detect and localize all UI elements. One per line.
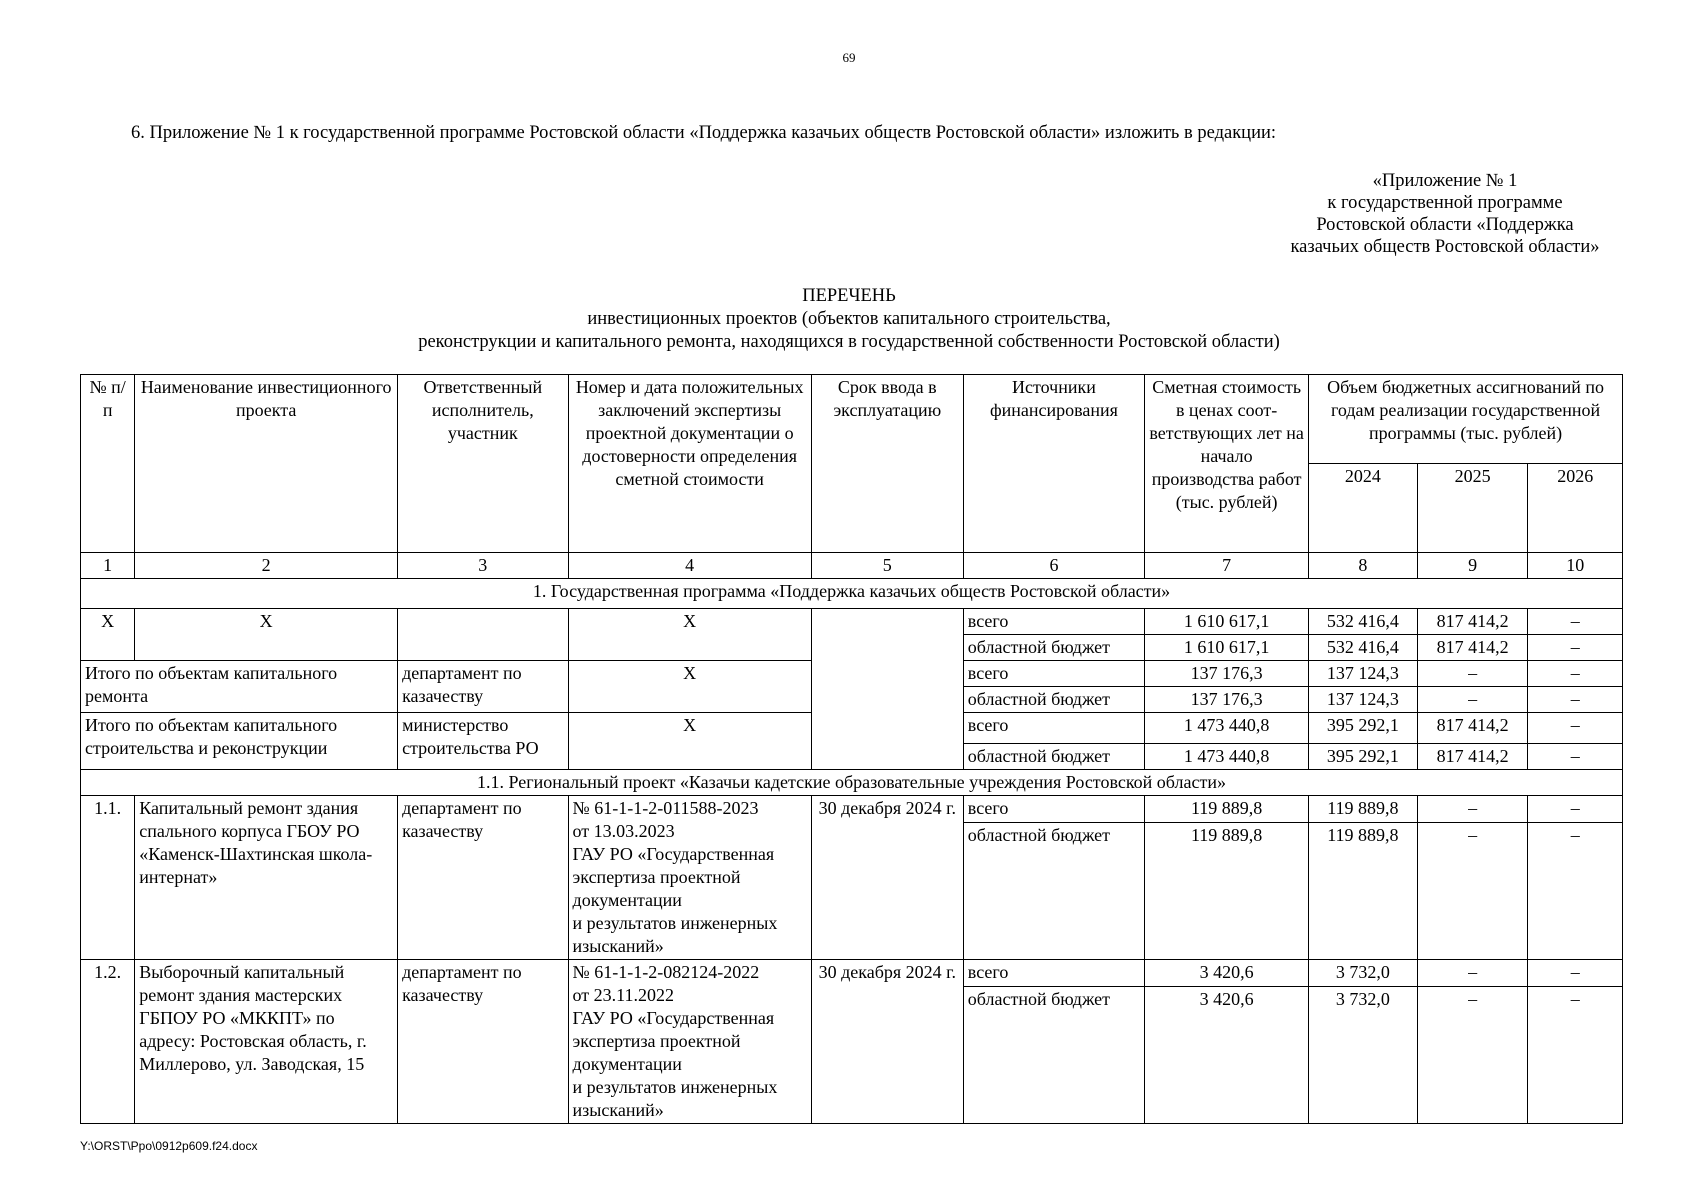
value-2026: – (1528, 987, 1623, 1124)
value-2025: 817 414,2 (1417, 744, 1528, 770)
file-path-footer: Y:\ORST\Ppo\0912p609.f24.docx (80, 1139, 258, 1153)
value-2025: – (1417, 687, 1528, 713)
value-2026: – (1528, 687, 1623, 713)
value-2025: 817 414,2 (1417, 609, 1528, 635)
total-name: Х (135, 609, 398, 661)
value-2024: 532 416,4 (1309, 609, 1418, 635)
header-term: Срок ввода в эксплуатацию (811, 375, 963, 553)
cost-cell: 1 610 617,1 (1145, 609, 1309, 635)
cost-cell: 3 420,6 (1145, 987, 1309, 1124)
header-executor: Ответственный исполнитель, участник (398, 375, 568, 553)
project-expertise (568, 796, 811, 960)
construction-total-name: Итого по объектам капитального строительства и реконструкции (81, 713, 398, 770)
header-cost: Сметная стоимость в ценах соот-ветствующих лет на начало производства работ (тыс. рублей) (1145, 375, 1309, 553)
value-2024: 137 124,3 (1309, 687, 1418, 713)
value-2026: – (1528, 661, 1623, 687)
source-cell: всего (963, 661, 1144, 687)
title-line: ПЕРЕЧЕНЬ (802, 286, 896, 306)
header-expertise: Номер и дата положительных заключений экспертизы проектной документации о достоверности определения сметной стоимости (568, 375, 811, 553)
project-term: 30 декабря 2024 г. (811, 960, 963, 1124)
value-2025: 817 414,2 (1417, 713, 1528, 744)
section-row (81, 770, 1623, 796)
project-name: Капитальный ремонт здания спального корпуса ГБОУ РО «Каменск-Шахтинская школа-интернат» (135, 796, 398, 960)
cost-cell: 119 889,8 (1145, 823, 1309, 960)
value-2025: – (1417, 987, 1528, 1124)
value-2026: – (1528, 823, 1623, 960)
expertise-line: ГАУ РО «Государственная экспертиза проектной документации (572, 844, 775, 910)
title-line: реконструкции и капитального ремонта, находящихся в государственной собственности Ростовской области) (418, 332, 1280, 352)
value-2026: – (1528, 609, 1623, 635)
value-2024: 3 732,0 (1309, 960, 1418, 987)
column-number: 10 (1528, 553, 1623, 579)
intro-paragraph: 6. Приложение № 1 к государственной программе Ростовской области «Поддержка казачьих обществ Ростовской области» изложить в редакции: (131, 123, 1277, 143)
column-number: 8 (1309, 553, 1418, 579)
source-cell: всего (963, 796, 1144, 823)
value-2024: 3 732,0 (1309, 987, 1418, 1124)
header-no: № п/п (81, 375, 135, 553)
cost-cell: 1 473 440,8 (1145, 744, 1309, 770)
appendix-line: Ростовской области «Поддержка (1316, 215, 1574, 235)
value-2024: 395 292,1 (1309, 713, 1418, 744)
repair-executor: департамент по казачеству (398, 661, 568, 713)
section-title: 1. Государственная программа «Поддержка казачьих обществ Ростовской области» (81, 579, 1623, 609)
value-2026: – (1528, 796, 1623, 823)
value-2025: – (1417, 960, 1528, 987)
column-number: 4 (568, 553, 811, 579)
expertise-line: от 13.03.2023 (572, 821, 675, 841)
cost-cell: 1 473 440,8 (1145, 713, 1309, 744)
cost-cell: 3 420,6 (1145, 960, 1309, 987)
header-volume: Объем бюджетных ассигнований по годам реализации государственной программы (тыс. рублей) (1309, 375, 1623, 464)
source-cell: областной бюджет (963, 823, 1144, 960)
value-2024: 137 124,3 (1309, 661, 1418, 687)
project-executor: департамент по казачеству (398, 960, 568, 1124)
source-cell: всего (963, 713, 1144, 744)
header-year: 2025 (1417, 464, 1528, 553)
cost-cell: 137 176,3 (1145, 661, 1309, 687)
construction-expertise: Х (568, 713, 811, 770)
source-cell: областной бюджет (963, 987, 1144, 1124)
column-number: 1 (81, 553, 135, 579)
header-year: 2026 (1528, 464, 1623, 553)
document-title (0, 285, 1698, 354)
value-2025: 817 414,2 (1417, 635, 1528, 661)
appendix-line: казачьих обществ Ростовской области» (1290, 237, 1600, 257)
value-2026: – (1528, 744, 1623, 770)
column-number: 5 (811, 553, 963, 579)
appendix-line: к государственной программе (1327, 193, 1563, 213)
construction-executor: министерство строительства РО (398, 713, 568, 770)
appendix-line: «Приложение № 1 (1372, 171, 1518, 191)
source-cell: всего (963, 960, 1144, 987)
value-2024: 119 889,8 (1309, 823, 1418, 960)
value-2025: – (1417, 796, 1528, 823)
value-2026: – (1528, 635, 1623, 661)
total-no: Х (81, 609, 135, 661)
value-2024: 119 889,8 (1309, 796, 1418, 823)
column-number: 9 (1417, 553, 1528, 579)
header-sources: Источники финансирования (963, 375, 1144, 553)
column-number: 7 (1145, 553, 1309, 579)
project-no: 1.2. (81, 960, 135, 1124)
repair-total-name: Итого по объектам капитального ремонта (81, 661, 398, 713)
repair-expertise: Х (568, 661, 811, 713)
source-cell: областной бюджет (963, 744, 1144, 770)
page-number: 69 (842, 50, 856, 65)
table-row (81, 609, 1623, 635)
source-cell: областной бюджет (963, 687, 1144, 713)
projects-table (80, 374, 1623, 1124)
total-executor (398, 609, 568, 661)
header-row (81, 375, 1623, 464)
expertise-line: ГАУ РО «Государственная экспертиза проектной документации (572, 1008, 775, 1074)
expertise-line: № 61-1-1-2-082124-2022 (572, 962, 760, 982)
value-2024: 532 416,4 (1309, 635, 1418, 661)
project-expertise (568, 960, 811, 1124)
column-number: 2 (135, 553, 398, 579)
column-numbers-row (81, 553, 1623, 579)
title-line: инвестиционных проектов (объектов капитального строительства, (587, 309, 1111, 329)
project-executor: департамент по казачеству (398, 796, 568, 960)
cost-cell: 1 610 617,1 (1145, 635, 1309, 661)
header-name: Наименование инвестиционного проекта (135, 375, 398, 553)
expertise-line: от 23.11.2022 (572, 985, 675, 1005)
total-term (811, 609, 963, 770)
value-2026: – (1528, 713, 1623, 744)
expertise-line: и результатов инженерных изысканий» (572, 913, 778, 956)
value-2025: – (1417, 823, 1528, 960)
value-2026: – (1528, 960, 1623, 987)
source-cell: всего (963, 609, 1144, 635)
table-row (81, 960, 1623, 987)
column-number: 6 (963, 553, 1144, 579)
source-cell: областной бюджет (963, 635, 1144, 661)
column-number: 3 (398, 553, 568, 579)
value-2024: 395 292,1 (1309, 744, 1418, 770)
project-no: 1.1. (81, 796, 135, 960)
table-row (81, 796, 1623, 823)
total-expertise: Х (568, 609, 811, 661)
appendix-header (1255, 170, 1635, 258)
cost-cell: 119 889,8 (1145, 796, 1309, 823)
subsection-title: 1.1. Региональный проект «Казачьи кадетские образовательные учреждения Ростовской области» (81, 770, 1623, 796)
project-name: Выборочный капитальный ремонт здания мастерских ГБПОУ РО «МККПТ» по адресу: Ростовская область, г. Миллерово, ул. Заводская, 15 (135, 960, 398, 1124)
expertise-line: и результатов инженерных изысканий» (572, 1077, 778, 1120)
cost-cell: 137 176,3 (1145, 687, 1309, 713)
project-term: 30 декабря 2024 г. (811, 796, 963, 960)
value-2025: – (1417, 661, 1528, 687)
header-year: 2024 (1309, 464, 1418, 553)
expertise-line: № 61-1-1-2-011588-2023 (572, 798, 759, 818)
section-row (81, 579, 1623, 609)
